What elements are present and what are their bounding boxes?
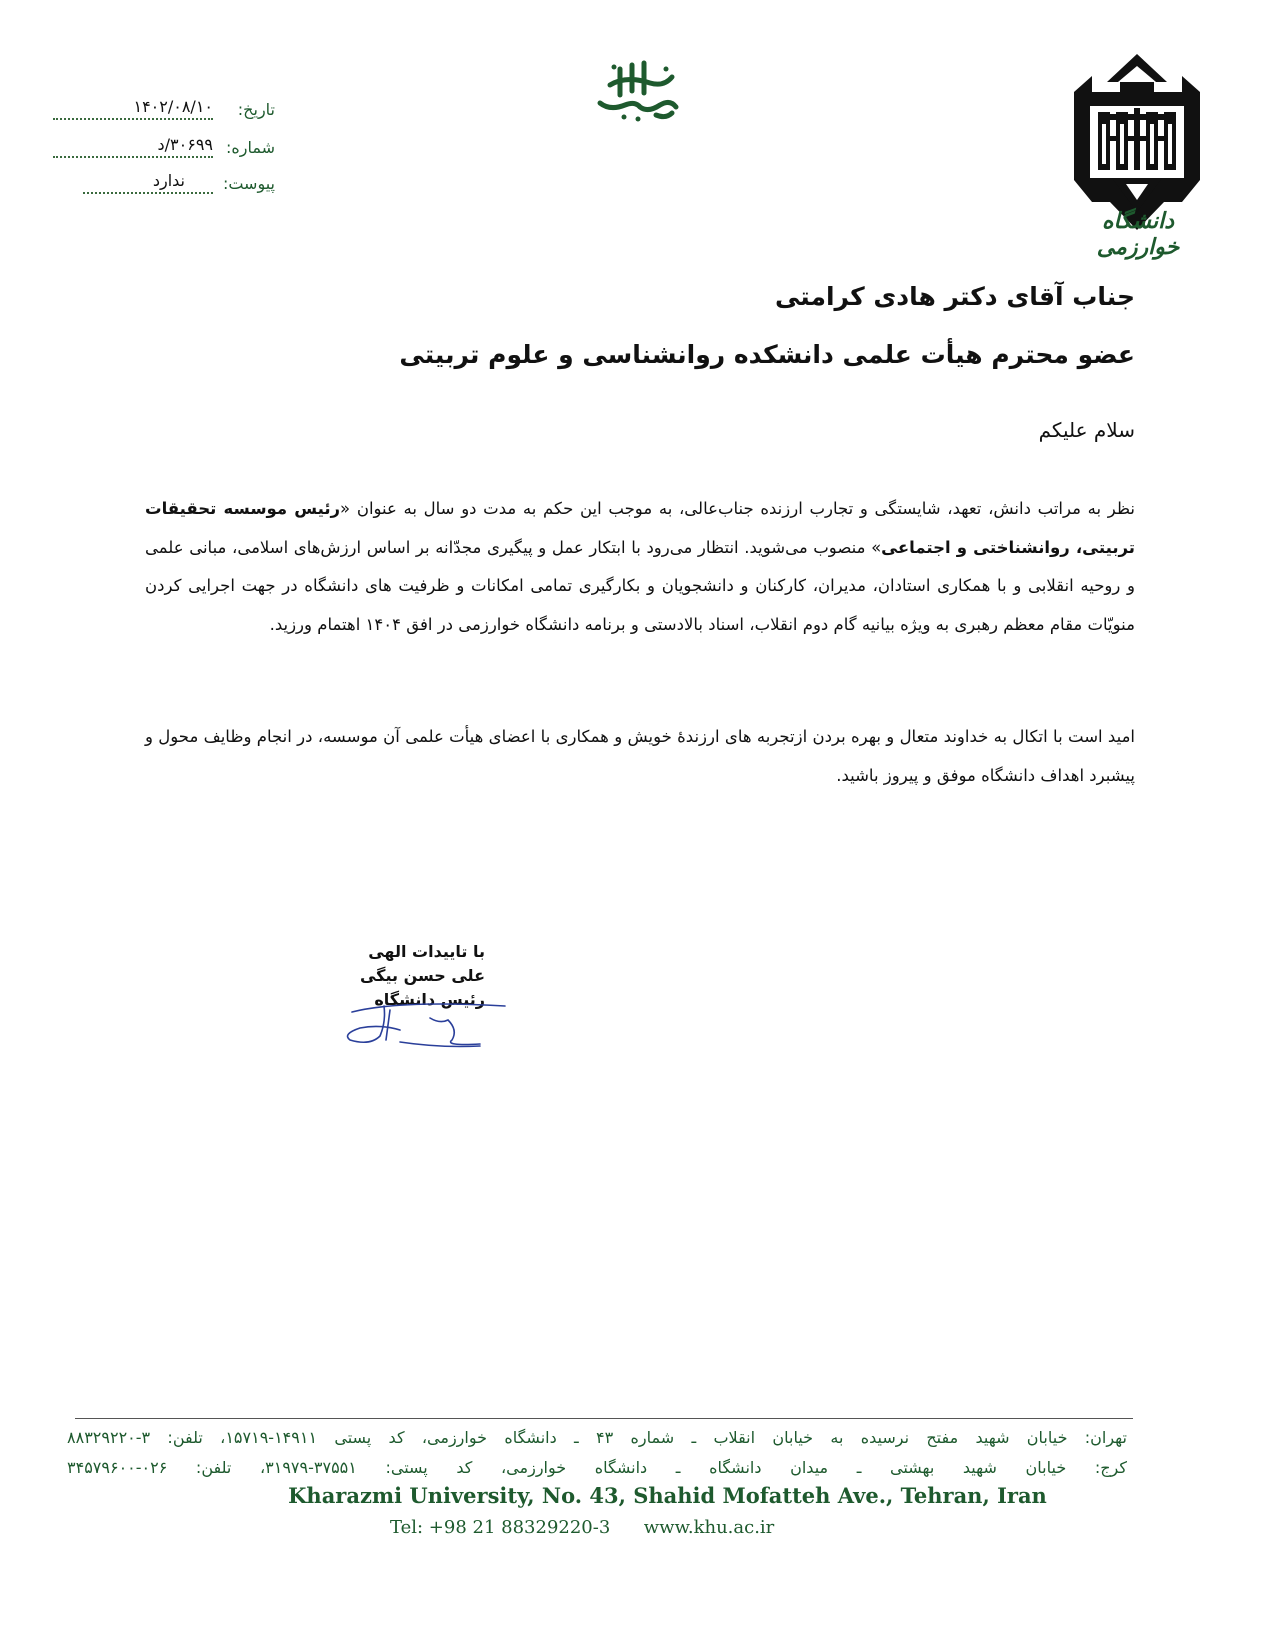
footer-address-tehran: تهران: خیابان شهید مفتح نرسیده به خیابان انقلاب ـ شماره ۴۳ ـ دانشگاه خوارزمی، کد پستی ۱۴۹۱۱-۱۵۷۱۹، تلفن: ۳-۸۸۳۲۹۲۲۰ [67,1428,1128,1447]
date-dotted-line [53,118,213,120]
footer-website[interactable]: www.khu.ac.ir [643,1517,775,1538]
recipient-title: عضو محترم هیأت علمی دانشکده روانشناسی و علوم تربیتی [399,340,1135,369]
signer-name: علی حسن بیگی [359,966,485,985]
recipient-name: جناب آقای دکتر هادی کرامتی [774,282,1135,311]
meta-number-row [25,135,275,166]
bismillah-calligraphy [580,55,690,125]
number-label: شماره: [225,138,275,157]
body-p1-bold-title: رئیس موسسه تحقیقات تربیتی، روانشناختی و اجتماعی [145,499,1135,557]
handwritten-signature [340,990,515,1050]
footer-address-english: Kharazmi University, No. 43, Shahid Mofatteh Ave., Tehran, Iran [288,1483,1047,1508]
footer-contact [390,1517,774,1538]
signer-title: رئیس دانشگاه [374,990,485,1009]
footer-divider [75,1418,1133,1419]
date-value: ۱۴۰۲/۰۸/۱۰ [133,97,213,116]
attachment-value: ندارد [152,171,185,190]
body-paragraph-2: امید است با اتکال به خداوند متعال و بهره بردن ازتجربه های ارزندهٔ خویش و همکاری با اعضای هیأت علمی آن موسسه، در انجام وظایف محول و پیشبرد اهداف دانشگاه موفق و پیروز باشید. [145,727,1135,785]
meta-date-row [25,97,275,128]
body-p1-part2: » منصوب می‌شوید. انتظار می‌رود با ابتکار عمل و پیگیری مجدّانه بر اساس ارزش‌های اسلامی، مبانی علمی و روحیه انقلابی و با همکاری استادان، مدیران، کارکنان و دانشجویان و بکارگیری تمامی امکانات و ظرفیت های دانشگاه در جهت اجرایی کردن منویّات مقام معظم رهبری به ویژه بیانیه گام دوم انقلاب، اسناد بالادستی و برنامه دانشگاه خوارزمی در افق ۱۴۰۴ اهتمام ورزید. [145,537,1135,634]
logo-caption: دانشگاه خوارزمی [1096,208,1180,260]
footer-address-karaj: کرج: خیابان شهید بهشتی ـ میدان دانشگاه ـ دانشگاه خوارزمی، کد پستی: ۳۷۵۵۱-۳۱۹۷۹، تلفن: ۰۲۶-۳۴۵۷۹۶۰۰ [67,1458,1127,1477]
number-dotted-line [53,156,213,158]
meta-attachment-row [25,171,275,202]
number-value: ۳۰۶۹۹/د [157,135,213,154]
attachment-dotted-line [83,192,213,194]
signature-line-1: با تاییدات الهی [368,942,485,961]
greeting: سلام علیکم [1038,418,1135,442]
footer-tel: Tel: +98 21 88329220-3 [390,1517,611,1538]
body-paragraph-1 [145,490,1135,644]
date-label: تاریخ: [237,100,275,119]
attachment-label: پیوست: [222,174,275,193]
body-p1-part1: نظر به مراتب دانش، تعهد، شایستگی و تجارب ارزنده جناب‌عالی، به موجب این حکم به مدت دو سال به عنوان « [340,499,1135,518]
